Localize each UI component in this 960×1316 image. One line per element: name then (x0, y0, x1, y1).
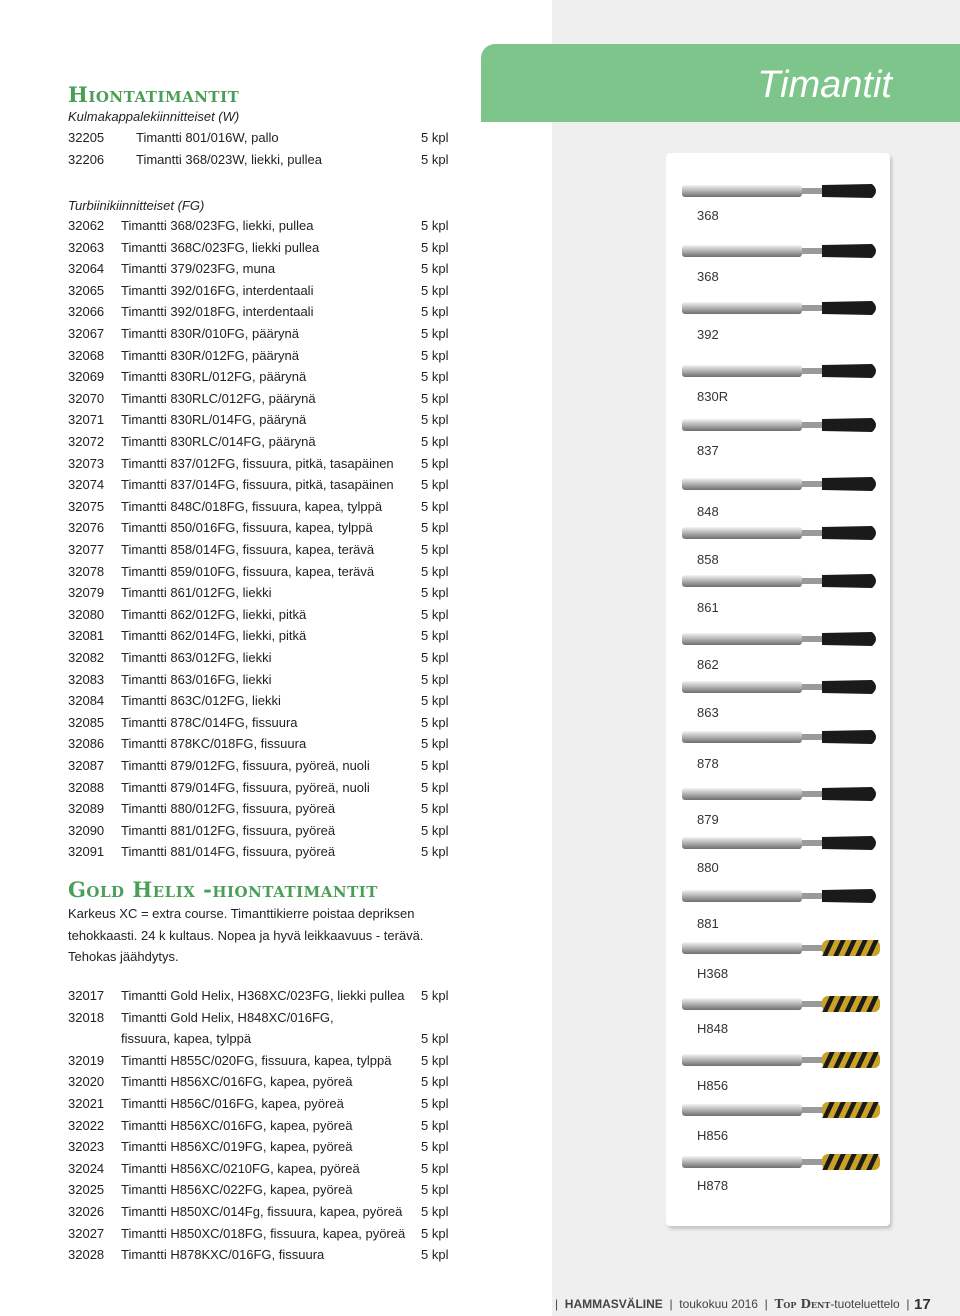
bur-shank (682, 633, 802, 645)
product-row (68, 391, 458, 411)
row-qty: 5 kpl (421, 455, 449, 471)
product-row (68, 304, 458, 324)
tool-label: H848 (697, 1021, 729, 1036)
gold-helix-description-line: Karkeus XC = extra course. Timanttikierre poistaa depriksen (68, 906, 415, 921)
row-code: 32205 (68, 130, 105, 145)
row-desc: fissuura, kapea, tylppä (121, 1031, 252, 1047)
gold-helix-description-line: Tehokas jäähdytys. (68, 949, 179, 964)
bur-shank (682, 575, 802, 587)
row-code: 32072 (68, 434, 105, 449)
product-row (68, 758, 458, 778)
diamond-head (822, 632, 876, 646)
subheading-fg: Turbiinikiinnitteiset (FG) (68, 198, 205, 213)
bur-shank (682, 527, 802, 539)
row-code: 32065 (68, 282, 105, 298)
product-row (68, 1031, 458, 1051)
bur-shank (682, 998, 802, 1010)
row-qty: 5 kpl (421, 693, 449, 709)
product-row (68, 564, 458, 584)
row-qty: 5 kpl (421, 477, 449, 493)
bur-neck (802, 422, 824, 428)
bur-neck (802, 636, 824, 642)
row-qty: 5 kpl (421, 1182, 449, 1198)
tool-label: H368 (697, 966, 729, 981)
product-row (68, 499, 458, 519)
product-row (68, 369, 458, 389)
row-desc: Timantti 368C/023FG, liekki pullea (121, 239, 320, 255)
diamond-head (822, 301, 876, 315)
diamond-head (822, 184, 876, 198)
product-row (68, 326, 458, 346)
row-desc: Timantti H855C/020FG, fissuura, kapea, tylppä (121, 1052, 392, 1068)
row-desc: Timantti 862/012FG, liekki, pitkä (121, 606, 307, 622)
row-code: 32028 (68, 1247, 105, 1263)
footer-date: toukokuu 2016 (679, 1297, 758, 1311)
product-row (68, 1010, 458, 1030)
row-code: 32076 (68, 520, 105, 536)
diamond-head (822, 889, 876, 903)
bur-shank (682, 185, 802, 197)
tool-label: H878 (697, 1178, 729, 1193)
bur-neck (802, 1159, 824, 1165)
row-desc: Timantti H878KXC/016FG, fissuura (121, 1247, 325, 1263)
row-desc: Timantti H856XC/0210FG, kapea, pyöreä (121, 1160, 360, 1176)
product-row (68, 672, 458, 692)
diamond-head (822, 730, 876, 744)
row-qty: 5 kpl (421, 563, 449, 579)
row-qty: 5 kpl (421, 585, 449, 601)
product-row (68, 1096, 458, 1116)
row-desc: Timantti 830RLC/012FG, päärynä (121, 390, 316, 406)
row-qty: 5 kpl (421, 390, 449, 406)
row-desc: Timantti 801/016W, pallo (136, 130, 279, 145)
product-row (68, 434, 458, 454)
row-qty: 5 kpl (421, 412, 449, 428)
row-desc: Timantti 881/012FG, fissuura, pyöreä (121, 822, 336, 838)
row-desc: Timantti H850XC/018FG, fissuura, kapea, pyöreä (121, 1225, 406, 1241)
bur-neck (802, 791, 824, 797)
tool-label: 863 (697, 705, 719, 720)
row-code: 32082 (68, 650, 105, 665)
tool-label: 861 (697, 600, 719, 615)
row-code: 32018 (68, 1009, 105, 1025)
row-qty: 5 kpl (421, 520, 449, 536)
bur-neck (802, 578, 824, 584)
row-desc: Timantti 879/014FG, fissuura, pyöreä, nuoli (121, 779, 370, 795)
row-code: 32027 (68, 1225, 105, 1241)
product-row (68, 218, 458, 238)
row-code: 32062 (68, 218, 105, 233)
bur-shank (682, 478, 802, 490)
bur-neck (802, 1057, 824, 1063)
tool-label: 368 (697, 269, 719, 284)
product-row (68, 477, 458, 497)
tool-label: H856 (697, 1078, 729, 1093)
bur-shank (682, 731, 802, 743)
subheading-w: Kulmakappalekiinnitteiset (W) (68, 109, 240, 124)
row-qty: 5 kpl (421, 1160, 449, 1176)
row-desc: Timantti 863/016FG, liekki (121, 671, 272, 687)
row-desc: Timantti 848C/018FG, fissuura, kapea, tylppä (121, 498, 383, 514)
row-qty: 5 kpl (421, 1052, 449, 1068)
bur-neck (802, 893, 824, 899)
row-desc: Timantti 830R/012FG, päärynä (121, 347, 299, 363)
product-row (68, 130, 458, 150)
row-qty: 5 kpl (421, 347, 449, 363)
bur-shank (682, 1054, 802, 1066)
bur-neck (802, 1001, 824, 1007)
row-code: 32073 (68, 455, 105, 471)
tool-label: 879 (697, 812, 719, 827)
row-code: 32023 (68, 1139, 105, 1155)
row-desc: Timantti 863C/012FG, liekki (121, 693, 281, 709)
row-qty: 5 kpl (421, 151, 449, 167)
footer-catalog-brand: Top Dent (774, 1297, 831, 1311)
product-row (68, 801, 458, 821)
row-qty: 5 kpl (421, 1031, 449, 1047)
product-row (68, 1074, 458, 1094)
row-qty: 5 kpl (421, 542, 449, 557)
row-qty: 5 kpl (421, 822, 449, 838)
footer-separator: | (899, 1297, 910, 1311)
row-desc: Timantti 850/016FG, fissuura, kapea, tylppä (121, 520, 373, 536)
diamond-head (822, 244, 876, 258)
product-row (68, 542, 458, 562)
footer-catalog-suffix: -tuoteluettelo (830, 1297, 900, 1311)
tool-label: 392 (697, 327, 719, 342)
row-qty: 5 kpl (421, 1204, 449, 1219)
row-code: 32024 (68, 1160, 105, 1176)
section-heading-hiontatimantit: Hiontatimantit (68, 82, 240, 107)
bur-shank (682, 365, 802, 377)
product-row (68, 693, 458, 713)
tool-label: 881 (697, 916, 719, 931)
diamond-head (822, 787, 876, 801)
bur-neck (802, 684, 824, 690)
row-desc: Timantti 858/014FG, fissuura, kapea, terävä (121, 542, 375, 557)
row-qty: 5 kpl (421, 758, 449, 773)
bur-shank (682, 302, 802, 314)
row-qty: 5 kpl (421, 606, 449, 622)
row-desc: Timantti 379/023FG, muna (121, 261, 276, 277)
row-desc: Timantti 392/018FG, interdentaali (121, 304, 314, 320)
bur-neck (802, 368, 824, 374)
row-desc: Timantti 830RLC/014FG, päärynä (121, 434, 316, 449)
row-desc: Timantti 368/023FG, liekki, pullea (121, 218, 314, 233)
product-row (68, 1204, 458, 1224)
bur-shank (682, 1156, 802, 1168)
row-qty: 5 kpl (421, 1247, 449, 1263)
row-desc: Timantti H856C/016FG, kapea, pyöreä (121, 1096, 344, 1111)
row-qty: 5 kpl (421, 1139, 449, 1155)
gold-helix-description-line: tehokkaasti. 24 k kultaus. Nopea ja hyvä leikkaavuus - terävä. (68, 927, 424, 943)
tool-label: 837 (697, 443, 719, 458)
row-qty: 5 kpl (421, 239, 449, 255)
row-qty: 5 kpl (421, 369, 449, 385)
product-row (68, 585, 458, 605)
footer-separator: | (662, 1297, 680, 1311)
tool-label: 368 (697, 208, 719, 223)
bur-shank (682, 419, 802, 431)
row-desc: Timantti 830RL/014FG, päärynä (121, 412, 307, 428)
row-code: 32086 (68, 736, 105, 752)
row-qty: 5 kpl (421, 261, 449, 277)
product-row (68, 650, 458, 670)
footer-separator: | (757, 1297, 775, 1311)
tool-label: 830R (697, 389, 729, 404)
row-code: 32080 (68, 606, 105, 622)
row-code: 32074 (68, 477, 105, 493)
row-desc: Timantti H856XC/016FG, kapea, pyöreä (121, 1074, 353, 1090)
row-desc: Timantti H856XC/016FG, kapea, pyöreä (121, 1117, 353, 1133)
row-code: 32091 (68, 844, 105, 860)
bur-shank (682, 890, 802, 902)
bur-neck (802, 530, 824, 536)
row-code: 32078 (68, 563, 105, 579)
product-row (68, 1247, 458, 1267)
row-code: 32079 (68, 585, 105, 601)
bur-neck (802, 734, 824, 740)
row-code: 32084 (68, 693, 105, 709)
row-desc: Timantti H856XC/019FG, kapea, pyöreä (121, 1139, 353, 1155)
row-desc: Timantti H856XC/022FG, kapea, pyöreä (121, 1182, 353, 1198)
section-heading-gold-helix: Gold Helix -hiontatimantit (68, 877, 378, 902)
bur-shank (682, 788, 802, 800)
row-code: 32081 (68, 628, 105, 644)
product-row (68, 823, 458, 843)
row-desc: Timantti 859/010FG, fissuura, kapea, terävä (121, 563, 375, 579)
row-code: 32067 (68, 326, 105, 341)
row-qty: 5 kpl (421, 650, 449, 665)
row-desc: Timantti 880/012FG, fissuura, pyöreä (121, 801, 336, 817)
tool-label: 858 (697, 552, 719, 567)
row-desc: Timantti 862/014FG, liekki, pitkä (121, 628, 307, 644)
row-code: 32025 (68, 1182, 105, 1198)
product-row (68, 456, 458, 476)
row-code: 32083 (68, 671, 105, 687)
product-row (68, 1139, 458, 1159)
product-row (68, 988, 458, 1008)
row-code: 32064 (68, 261, 105, 277)
tool-image-panel (666, 153, 890, 1226)
row-desc: Timantti 830RL/012FG, päärynä (121, 369, 307, 385)
row-qty: 5 kpl (421, 736, 449, 752)
product-row (68, 628, 458, 648)
row-code: 32017 (68, 988, 105, 1003)
bur-shank (682, 245, 802, 257)
product-row (68, 1161, 458, 1181)
row-desc: Timantti 837/014FG, fissuura, pitkä, tasapäinen (121, 477, 394, 493)
footer-brand: HAMMASVÄLINE (564, 1297, 663, 1311)
row-desc: Timantti H850XC/014Fg, fissuura, kapea, pyöreä (121, 1204, 403, 1219)
row-code: 32071 (68, 412, 105, 428)
row-desc: Timantti Gold Helix, H848XC/016FG, (121, 1009, 334, 1025)
bur-shank (682, 942, 802, 954)
row-code: 32087 (68, 758, 105, 773)
product-row (68, 844, 458, 864)
diamond-head (822, 836, 876, 850)
row-qty: 5 kpl (421, 434, 449, 449)
row-desc: Timantti 881/014FG, fissuura, pyöreä (121, 844, 336, 860)
footer (555, 1297, 910, 1311)
row-code: 32085 (68, 714, 105, 730)
row-code: 32021 (68, 1096, 105, 1111)
row-qty: 5 kpl (421, 1117, 449, 1133)
row-code: 32075 (68, 498, 105, 514)
row-qty: 5 kpl (421, 326, 449, 341)
row-desc: Timantti 879/012FG, fissuura, pyöreä, nuoli (121, 758, 370, 773)
product-row (68, 261, 458, 281)
bur-shank (682, 1104, 802, 1116)
row-desc: Timantti 878C/014FG, fissuura (121, 714, 298, 730)
diamond-head (822, 364, 876, 378)
row-desc: Timantti 861/012FG, liekki (121, 585, 272, 601)
product-row (68, 520, 458, 540)
diamond-head (822, 477, 876, 491)
diamond-head (822, 418, 876, 432)
product-row (68, 348, 458, 368)
row-qty: 5 kpl (421, 1074, 449, 1090)
row-qty: 5 kpl (421, 714, 449, 730)
product-row (68, 736, 458, 756)
product-row (68, 1053, 458, 1073)
row-qty: 5 kpl (421, 988, 449, 1003)
row-qty: 5 kpl (421, 1096, 449, 1111)
row-desc: Timantti 368/023W, liekki, pullea (136, 151, 322, 167)
product-row (68, 412, 458, 432)
footer-separator: | (555, 1297, 565, 1311)
row-qty: 5 kpl (421, 844, 449, 860)
bur-neck (802, 305, 824, 311)
row-code: 32019 (68, 1052, 105, 1068)
row-code: 32066 (68, 304, 105, 320)
row-code: 32022 (68, 1117, 105, 1133)
row-qty: 5 kpl (421, 801, 449, 817)
page-number: 17 (914, 1296, 931, 1313)
diamond-head (822, 574, 876, 588)
category-title: Timantit (757, 64, 892, 106)
row-code: 32069 (68, 369, 105, 385)
row-desc: Timantti 392/016FG, interdentaali (121, 282, 314, 298)
row-code: 32090 (68, 822, 105, 838)
row-desc: Timantti 837/012FG, fissuura, pitkä, tasapäinen (121, 455, 394, 471)
row-desc: Timantti 863/012FG, liekki (121, 650, 272, 665)
bur-shank (682, 681, 802, 693)
bur-neck (802, 248, 824, 254)
row-qty: 5 kpl (421, 1225, 449, 1241)
product-row (68, 283, 458, 303)
diamond-head (822, 526, 876, 540)
row-code: 32077 (68, 542, 105, 557)
row-qty: 5 kpl (421, 671, 449, 687)
tool-images (666, 153, 890, 1226)
row-qty: 5 kpl (421, 628, 449, 644)
row-qty: 5 kpl (421, 779, 449, 795)
row-desc: Timantti 830R/010FG, päärynä (121, 326, 299, 341)
product-row (68, 715, 458, 735)
tool-label: 862 (697, 657, 719, 672)
product-row (68, 152, 458, 172)
product-row (68, 1118, 458, 1138)
bur-neck (802, 840, 824, 846)
tool-label: 848 (697, 504, 719, 519)
row-desc: Timantti 878KC/018FG, fissuura (121, 736, 307, 752)
product-row (68, 1182, 458, 1202)
product-row (68, 240, 458, 260)
product-row (68, 780, 458, 800)
row-code: 32020 (68, 1074, 105, 1090)
diamond-head (822, 680, 876, 694)
row-code: 32088 (68, 779, 105, 795)
tool-label: 878 (697, 756, 719, 771)
row-desc: Timantti Gold Helix, H368XC/023FG, liekki pullea (121, 988, 405, 1003)
row-qty: 5 kpl (421, 218, 449, 233)
bur-neck (802, 945, 824, 951)
row-code: 32070 (68, 390, 105, 406)
row-code: 32089 (68, 801, 105, 817)
tool-label: H856 (697, 1128, 729, 1143)
product-row (68, 1226, 458, 1246)
row-qty: 5 kpl (421, 304, 449, 320)
bur-neck (802, 1107, 824, 1113)
tool-label: 880 (697, 860, 719, 875)
row-qty: 5 kpl (421, 498, 449, 514)
row-qty: 5 kpl (421, 282, 449, 298)
row-code: 32068 (68, 347, 105, 363)
bur-neck (802, 481, 824, 487)
row-qty: 5 kpl (421, 130, 449, 145)
product-row (68, 607, 458, 627)
row-code: 32026 (68, 1204, 105, 1219)
bur-neck (802, 188, 824, 194)
row-code: 32063 (68, 239, 105, 255)
row-code: 32206 (68, 151, 105, 167)
bur-shank (682, 837, 802, 849)
